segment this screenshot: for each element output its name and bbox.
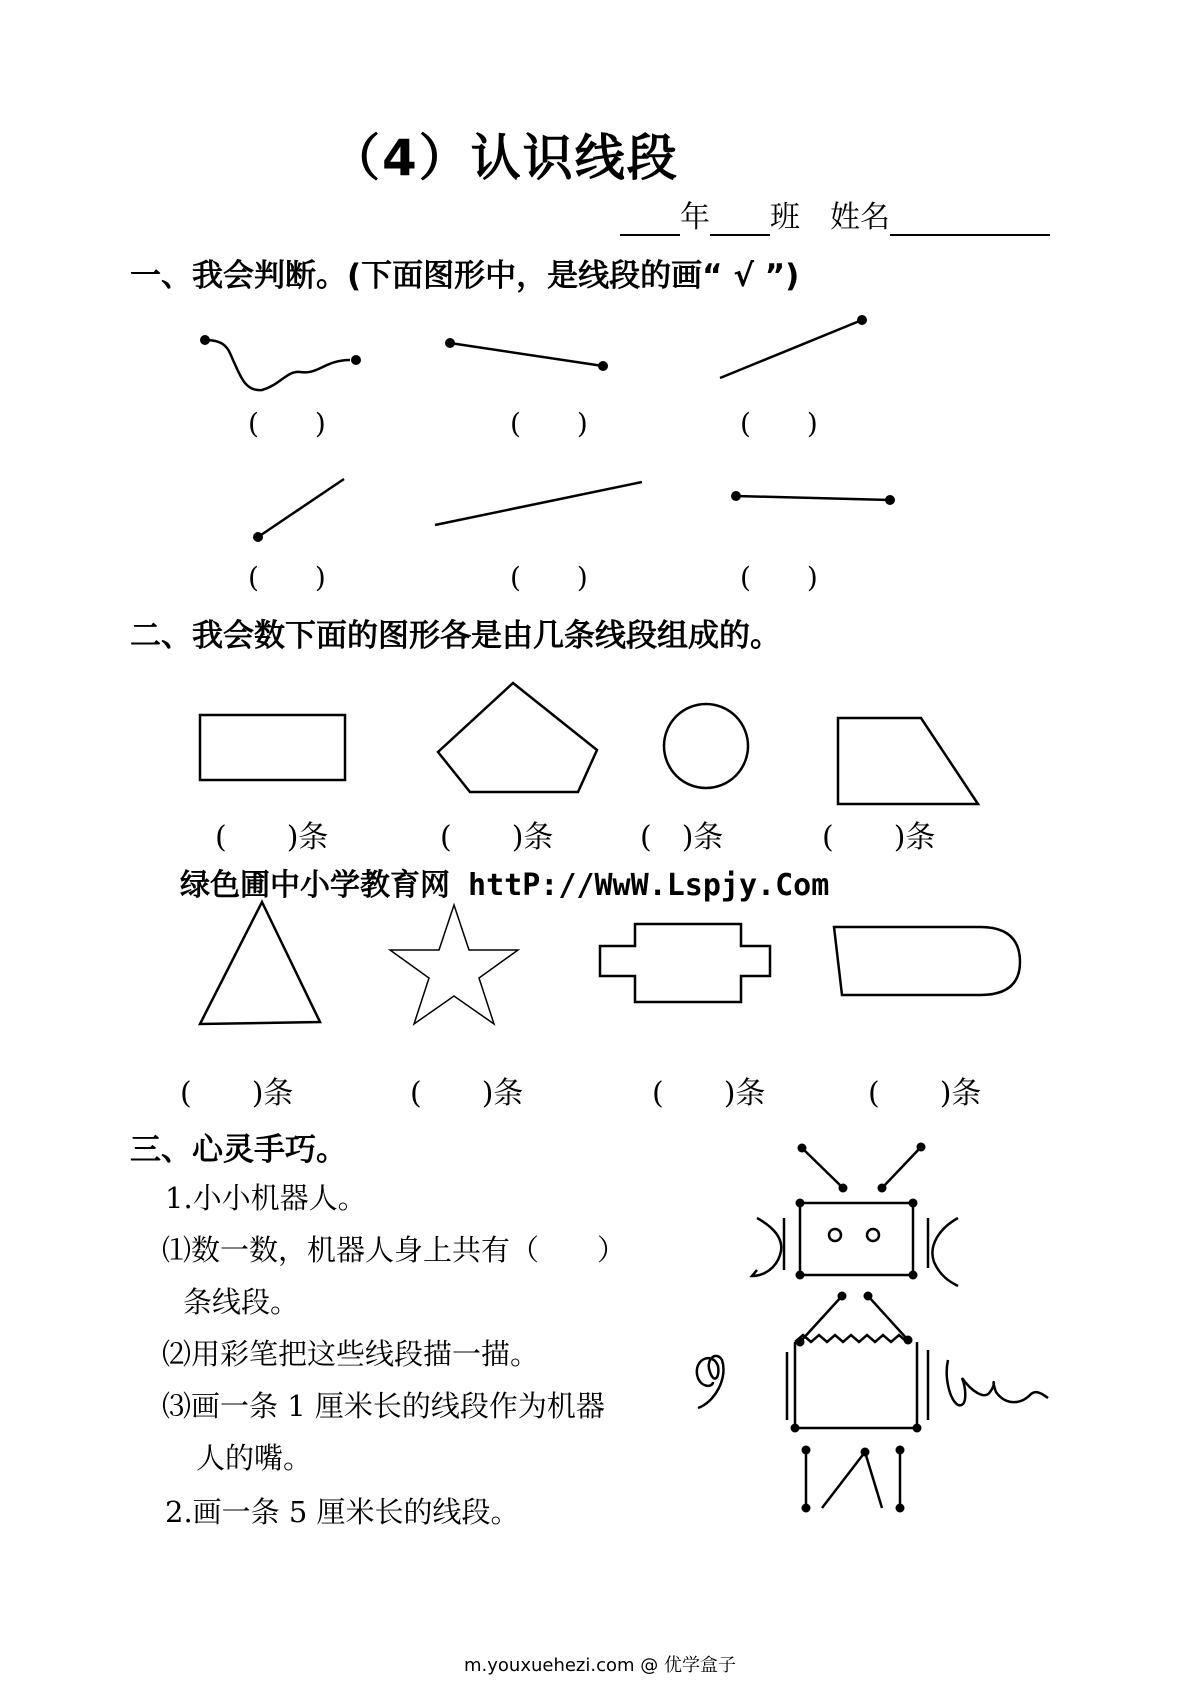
rounded-shape <box>834 927 1020 995</box>
robot-eye-left <box>829 1229 841 1241</box>
robot-dot <box>802 1446 811 1455</box>
rectangle-shape <box>200 715 345 780</box>
cross-shape <box>600 924 770 1002</box>
robot-dot <box>917 1143 926 1152</box>
robot-dot <box>796 1271 805 1280</box>
robot-dot <box>864 1292 873 1301</box>
triangle-shape <box>200 902 320 1024</box>
watermark-text: 绿色圃中小学教育网 httP://WwW.Lspjy.Com <box>180 868 830 903</box>
robot-dot <box>913 1424 922 1433</box>
endpoint <box>200 335 210 345</box>
footer-text: m.youxuehezi.com @ 优学盒子 <box>463 1655 736 1676</box>
endpoint <box>731 491 741 501</box>
robot-dot <box>909 1199 918 1208</box>
robot-dot <box>896 1446 905 1455</box>
section3-heading: 三、心灵手巧。 <box>130 1132 347 1168</box>
robot-antenna-left <box>802 1148 843 1188</box>
robot-arm-left <box>697 1356 724 1408</box>
item2-label: 2.画一条 5 厘米长的线段。 <box>165 1495 520 1529</box>
segment-2 <box>450 343 603 366</box>
robot-head <box>800 1203 913 1275</box>
count-answer-trapezoid[interactable]: ( )条 <box>822 820 936 855</box>
count-answer-pentagon[interactable]: ( )条 <box>440 820 554 855</box>
section2-heading: 二、我会数下面的图形各是由几条线段组成的。 <box>130 618 781 654</box>
trapezoid-shape <box>838 718 978 804</box>
judge-answer-5[interactable]: ( ) <box>510 561 588 594</box>
count-answer-cross-shape[interactable]: ( )条 <box>652 1076 766 1111</box>
robot-drawing <box>697 1147 1048 1508</box>
count-answer-circle[interactable]: ( )条 <box>640 820 724 855</box>
page-title: （4）认识线段 <box>330 129 679 187</box>
judge-answer-4[interactable]: ( ) <box>248 561 326 594</box>
endpoint <box>857 315 867 325</box>
count-answer-triangle[interactable]: ( )条 <box>180 1076 294 1111</box>
star-shape <box>390 905 518 1024</box>
question1-line2: 条线段。 <box>183 1285 300 1319</box>
robot-ear-right <box>932 1218 958 1286</box>
judge-answer-1[interactable]: ( ) <box>248 407 326 440</box>
segment-6 <box>736 496 890 500</box>
endpoint <box>885 495 895 505</box>
question2: ⑵用彩笔把这些线段描一描。 <box>162 1337 540 1371</box>
robot-arm-right <box>947 1360 1048 1405</box>
wavy-curve <box>205 340 350 390</box>
endpoint <box>445 338 455 348</box>
robot-eye-right <box>867 1229 879 1241</box>
ray-3 <box>720 320 862 378</box>
robot-dot <box>802 1504 811 1513</box>
judge-answer-2[interactable]: ( ) <box>510 407 588 440</box>
robot-dot <box>878 1184 887 1193</box>
ray-4 <box>258 479 344 537</box>
count-answer-rectangle[interactable]: ( )条 <box>215 820 329 855</box>
count-answer-star[interactable]: ( )条 <box>410 1076 524 1111</box>
judge-answer-6[interactable]: ( ) <box>740 561 818 594</box>
robot-dot <box>796 1338 805 1347</box>
name-label: 姓名 <box>830 200 890 235</box>
robot-ear-left <box>752 1218 781 1276</box>
question1-line1: ⑴数一数，机器人身上共有（ ） <box>162 1233 627 1267</box>
robot-dot <box>896 1504 905 1513</box>
pentagon-shape <box>438 683 597 792</box>
count-answer-rounded-shape[interactable]: ( )条 <box>868 1076 982 1111</box>
robot-neck-right <box>868 1296 908 1340</box>
robot-dot <box>798 1144 807 1153</box>
item1-label: 1.小小机器人。 <box>165 1181 367 1215</box>
robot-leg-3 <box>865 1452 882 1508</box>
line-5 <box>435 482 642 525</box>
endpoint <box>253 532 263 542</box>
grade-label: 年 <box>680 200 710 235</box>
question3-line1: ⑶画一条 1 厘米长的线段作为机器 <box>162 1389 605 1423</box>
question3-line2: 人的嘴。 <box>196 1441 313 1475</box>
robot-leg-2 <box>822 1452 865 1508</box>
class-label: 班 <box>770 200 800 235</box>
judge-answer-3[interactable]: ( ) <box>740 407 818 440</box>
endpoint <box>598 361 608 371</box>
robot-antenna-right <box>882 1147 921 1188</box>
robot-dot <box>839 1184 848 1193</box>
circle-shape <box>664 704 748 788</box>
robot-dot <box>791 1424 800 1433</box>
robot-dot <box>796 1199 805 1208</box>
robot-dot <box>909 1271 918 1280</box>
robot-dot <box>861 1448 870 1457</box>
endpoint <box>351 355 361 365</box>
robot-dot <box>904 1336 913 1345</box>
robot-body-top <box>795 1335 907 1342</box>
section1-heading: 一、我会判断。(下面图形中，是线段的画“ √ ”) <box>130 258 800 294</box>
robot-dot <box>838 1292 847 1301</box>
